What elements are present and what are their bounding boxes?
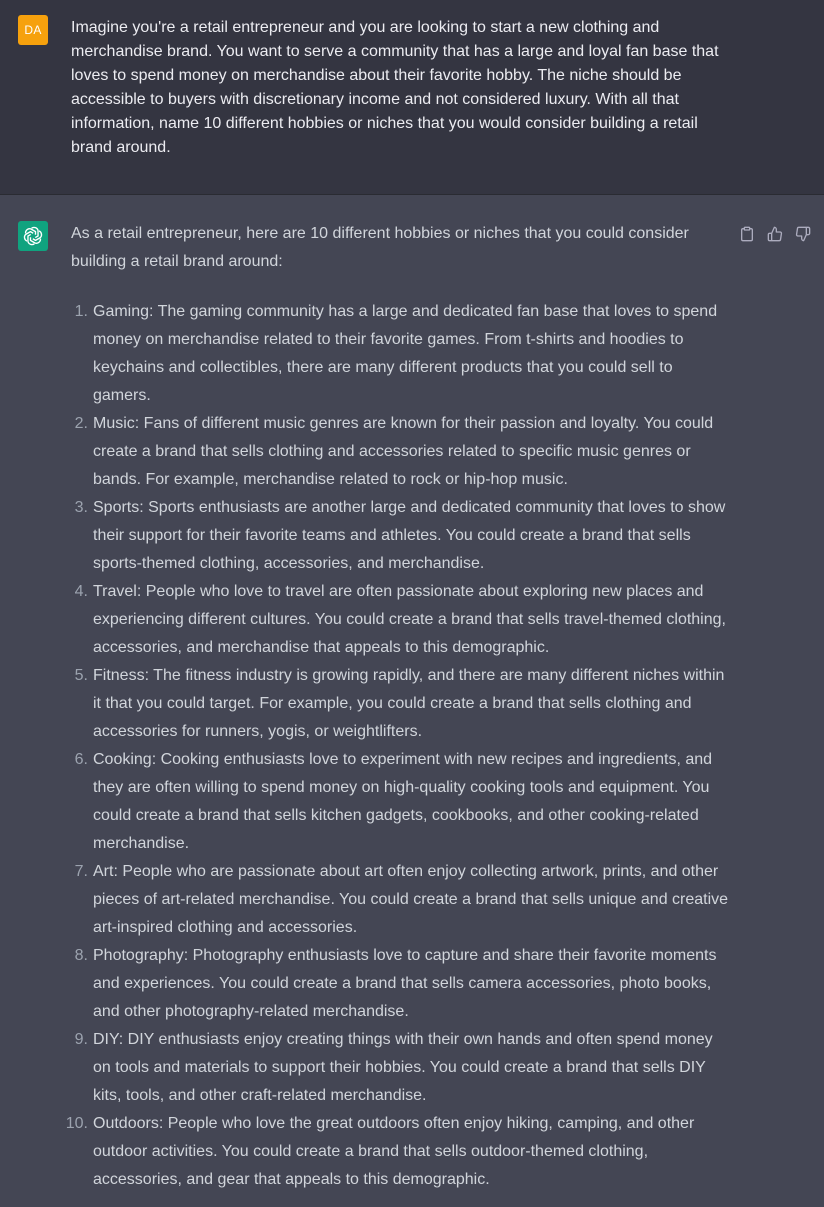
thumbs-down-icon	[795, 226, 811, 242]
list-item-text: Travel: People who love to travel are often passionate about exploring new places and experiencing different cultures. You could create a brand that sells travel-themed clothing, accessories, and merchandise that appeals to this demographic.	[93, 583, 726, 656]
list-item-text: Music: Fans of different music genres are known for their passion and loyalty. You could create a brand that sells clothing and accessories related to specific music genres or bands. For example, merchandise related to rock or hip-hop music.	[93, 415, 714, 488]
list-item-text: Gaming: The gaming community has a large and dedicated fan base that loves to spend money on merchandise related to their favorite games. From t-shirts and hoodies to keychains and collectibles, there are many different products that you could sell to gamers.	[93, 303, 718, 404]
user-message-row	[0, 0, 824, 195]
list-item-number: 5.	[74, 667, 88, 684]
thumbs-down-button[interactable]	[792, 223, 814, 245]
list-item	[71, 1026, 731, 1110]
list-item-text: Photography: Photography enthusiasts love to capture and share their favorite moments and experiences. You could create a brand that sells camera accessories, photo books, and other photography-related merchandise.	[93, 947, 717, 1020]
user-message-text: Imagine you're a retail entrepreneur and you are looking to start a new clothing and merchandise brand. You want to serve a community that has a large and loyal fan base that loves to spend money on merchandise about their favorite hobby. The niche should be accessible to buyers with discretionary income and not considered luxury. With all that information, name 10 different hobbies or niches that you would consider building a retail brand around.	[71, 19, 719, 156]
assistant-message-row	[0, 195, 824, 1207]
list-item-number: 3.	[74, 499, 88, 516]
assistant-intro: As a retail entrepreneur, here are 10 different hobbies or niches that you could consider building a retail brand around:	[71, 225, 689, 270]
list-item	[71, 746, 731, 858]
thumbs-up-button[interactable]	[764, 223, 786, 245]
list-item-number: 6.	[74, 751, 88, 768]
user-avatar-initials: DA	[24, 23, 42, 37]
list-item	[71, 298, 731, 410]
list-item	[71, 942, 731, 1026]
openai-logo-icon	[22, 225, 44, 247]
list-item-text: Fitness: The fitness industry is growing rapidly, and there are many different niches within it that you could target. For example, you could create a brand that sells clothing and accessories for runners, yogis, or weightlifters.	[93, 667, 725, 740]
list-item-text: Art: People who are passionate about art often enjoy collecting artwork, prints, and other pieces of art-related merchandise. You could create a brand that sells unique and creative art-inspired clothing and accessories.	[93, 863, 729, 936]
list-item	[71, 858, 731, 942]
message-actions	[736, 223, 814, 245]
list-item-text: DIY: DIY enthusiasts enjoy creating things with their own hands and often spend money on tools and materials to support their hobbies. You could create a brand that sells DIY kits, tools, and other craft-related merchandise.	[93, 1031, 713, 1104]
list-item-number: 9.	[74, 1031, 88, 1048]
list-item-number: 1.	[74, 303, 88, 320]
list-item	[71, 578, 731, 662]
answer-list	[65, 298, 731, 1194]
thumbs-up-icon	[767, 226, 783, 242]
list-item-number: 10.	[65, 1115, 88, 1132]
list-item-text: Sports: Sports enthusiasts are another large and dedicated community that loves to show their support for their favorite teams and athletes. You could create a brand that sells sports-themed clothing, accessories, and merchandise.	[93, 499, 726, 572]
list-item-number: 4.	[74, 583, 88, 600]
user-avatar	[18, 15, 48, 45]
list-item-text: Outdoors: People who love the great outdoors often enjoy hiking, camping, and other outdoor activities. You could create a brand that sells outdoor-themed clothing, accessories, and gear that appeals to this demographic.	[93, 1115, 695, 1188]
list-item	[65, 1110, 731, 1194]
assistant-avatar	[18, 221, 48, 251]
list-item-number: 2.	[74, 415, 88, 432]
copy-button[interactable]	[736, 223, 758, 245]
list-item-text: Cooking: Cooking enthusiasts love to experiment with new recipes and ingredients, and they are often willing to spend money on high-quality cooking tools and equipment. You could create a brand that sells kitchen gadgets, cookbooks, and other cooking-related merchandise.	[93, 751, 713, 852]
list-item	[71, 662, 731, 746]
list-item	[71, 410, 731, 494]
assistant-message-text	[65, 220, 731, 1194]
list-item-number: 7.	[74, 863, 88, 880]
list-item-number: 8.	[74, 947, 88, 964]
list-item	[71, 494, 731, 578]
clipboard-icon	[739, 226, 755, 242]
